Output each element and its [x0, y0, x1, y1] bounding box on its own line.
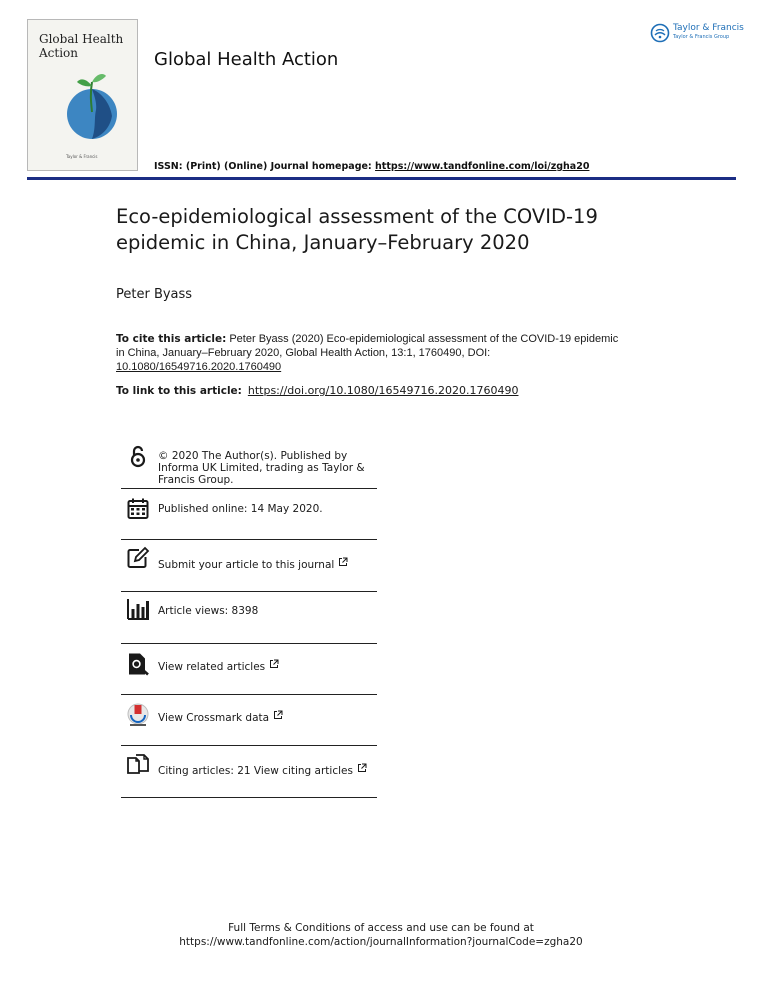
- footer-journal-info-link[interactable]: https://www.tandfonline.com/action/journalInformation?journalCode=zgha20: [179, 936, 583, 948]
- copy-documents-icon: [126, 753, 150, 777]
- article-title: Eco-epidemiological assessment of the COVID-19 epidemic in China, January–February 2020: [116, 205, 598, 254]
- external-link-icon: [269, 659, 279, 669]
- publisher-logo: [648, 20, 748, 46]
- tf-logo-icon: [650, 23, 670, 43]
- edit-icon: [126, 546, 150, 570]
- journal-cover: [27, 19, 138, 171]
- cover-title: Global Health Action: [39, 32, 124, 60]
- calendar-icon: [126, 497, 150, 521]
- cite-doi-link[interactable]: 10.1080/16549716.2020.1760490: [116, 361, 282, 373]
- issn-line: [154, 161, 589, 172]
- bar-chart-icon: [126, 597, 150, 621]
- journal-homepage-link[interactable]: https://www.tandfonline.com/loi/zgha20: [375, 161, 590, 172]
- open-access-icon: [126, 444, 150, 468]
- citing-articles-link[interactable]: [158, 763, 383, 777]
- info-text: © 2020 The Author(s). Published by Informa UK Limited, trading as Taylor & Francis Group.: [158, 450, 365, 486]
- external-link-icon: [357, 763, 367, 773]
- publisher-logo-name: Taylor & Francis: [673, 23, 744, 33]
- journal-name: Global Health Action: [154, 49, 339, 70]
- info-divider: [121, 797, 377, 798]
- cite-label: To cite this article:: [116, 333, 227, 345]
- article-link-line: [116, 384, 518, 397]
- info-text: View related articles: [158, 661, 266, 673]
- info-text: Submit your article to this journal: [158, 559, 335, 571]
- info-item-open-access: [121, 444, 377, 488]
- info-item-submit[interactable]: [121, 540, 377, 591]
- submit-article-link[interactable]: [158, 557, 383, 571]
- crossmark-data-link[interactable]: [158, 710, 383, 724]
- footer: [0, 921, 762, 949]
- citation-block: [116, 332, 626, 374]
- info-text: Citing articles: 21 View citing articles: [158, 765, 353, 777]
- related-articles-link[interactable]: [158, 659, 383, 673]
- search-document-icon: [126, 652, 150, 676]
- external-link-icon: [273, 710, 283, 720]
- article-doi-link[interactable]: https://doi.org/10.1080/16549716.2020.1760490: [247, 384, 519, 397]
- cover-publisher: Taylor & Francis: [66, 154, 98, 159]
- crossmark-icon: [126, 703, 150, 727]
- issn-text: ISSN: (Print) (Online) Journal homepage:: [154, 161, 376, 172]
- info-item-citing[interactable]: [121, 746, 377, 797]
- footer-terms-text: Full Terms & Conditions of access and use can be found at: [228, 922, 534, 934]
- article-author: Peter Byass: [116, 287, 193, 302]
- info-item-crossmark[interactable]: [121, 695, 377, 745]
- header-divider: [27, 177, 736, 180]
- info-item-related[interactable]: [121, 644, 377, 694]
- link-label: To link to this article:: [116, 385, 242, 397]
- info-text: View Crossmark data: [158, 712, 270, 724]
- external-link-icon: [338, 557, 348, 567]
- info-item-published: [121, 489, 377, 539]
- info-text: Published online: 14 May 2020.: [158, 503, 323, 515]
- info-item-views: [121, 592, 377, 643]
- globe-seedling-icon: [66, 68, 118, 140]
- publisher-logo-group: Taylor & Francis Group: [673, 34, 730, 40]
- cite-text: Peter Byass (2020) Eco-epidemiological assessment of the COVID-19 epidemic in China, January–February 2020, Global Health Action, 13:1, 1760490, DOI:: [116, 333, 619, 359]
- info-text: Article views: 8398: [158, 605, 259, 617]
